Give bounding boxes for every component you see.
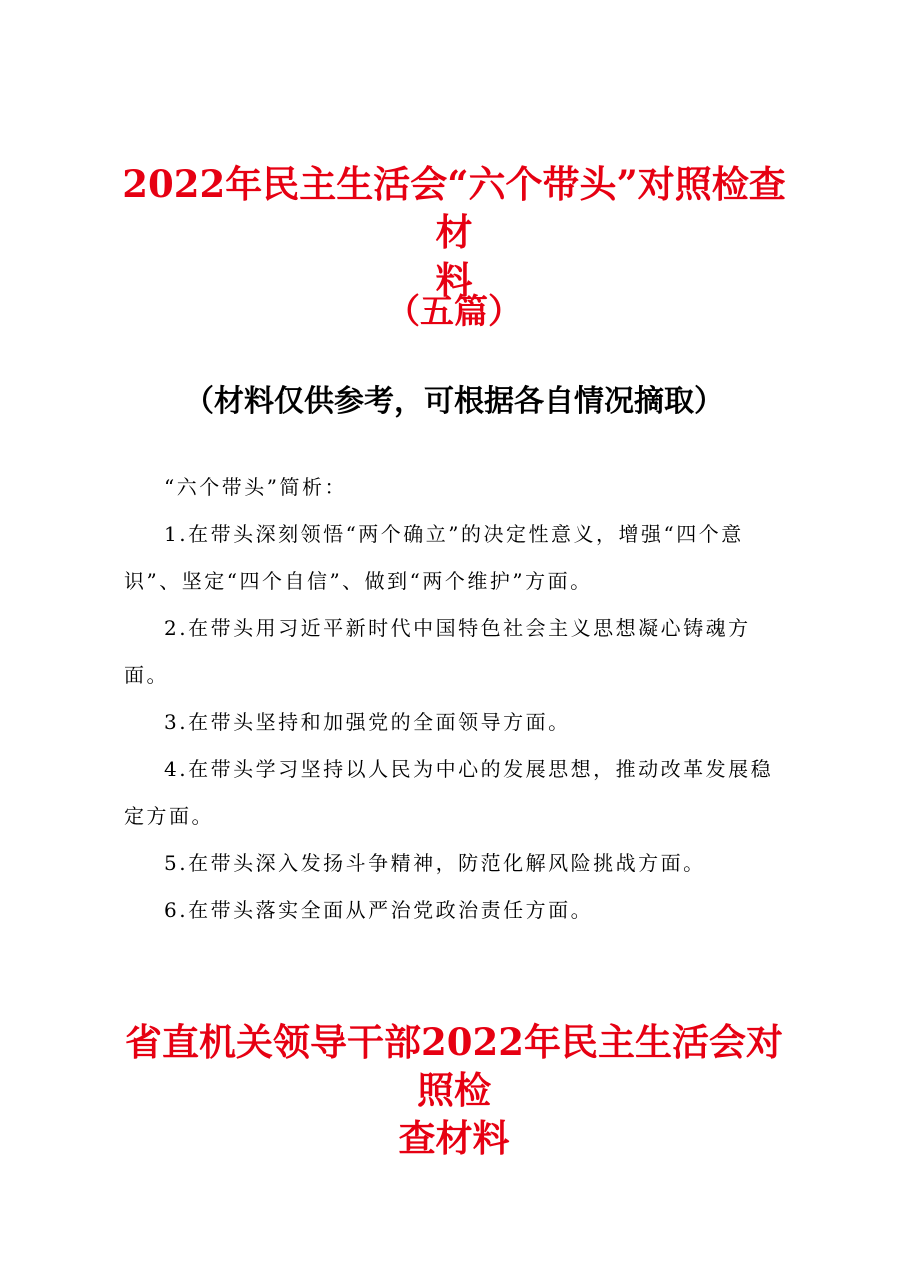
list-item: 5.在带头深入发扬斗争精神，防范化解风险挑战方面。 <box>164 851 706 875</box>
subtitle: （五篇） <box>386 292 522 332</box>
main-title-line-1: 2022年民主生活会“六个带头”对照检查材 <box>122 162 786 254</box>
list-item: 3.在带头坚持和加强党的全面领导方面。 <box>164 710 571 734</box>
section-title <box>118 1018 790 1162</box>
section-title-line-1: 省直机关领导干部2022年民主生活会对照检 <box>125 1020 783 1112</box>
main-title <box>118 160 790 304</box>
body-text <box>124 464 792 934</box>
list-item: 4.在带头学习坚持以人民为中心的发展思想，推动改革发展稳定方面。 <box>124 757 774 828</box>
main-title-line-2: 料 <box>435 258 473 302</box>
list-item: 6.在带头落实全面从严治党政治责任方面。 <box>164 898 594 922</box>
intro-paragraph: “六个带头”简析： <box>164 475 347 499</box>
list-item: 2.在带头用习近平新时代中国特色社会主义思想凝心铸魂方面。 <box>124 616 751 687</box>
list-item: 1.在带头深刻领悟“两个确立”的决定性意义，增强“四个意识”、坚定“四个自信”、做到“两个维护”方面。 <box>124 522 744 593</box>
section-title-line-2: 查材料 <box>398 1116 510 1160</box>
reference-note: （材料仅供参考，可根据各自情况摘取） <box>184 384 724 419</box>
